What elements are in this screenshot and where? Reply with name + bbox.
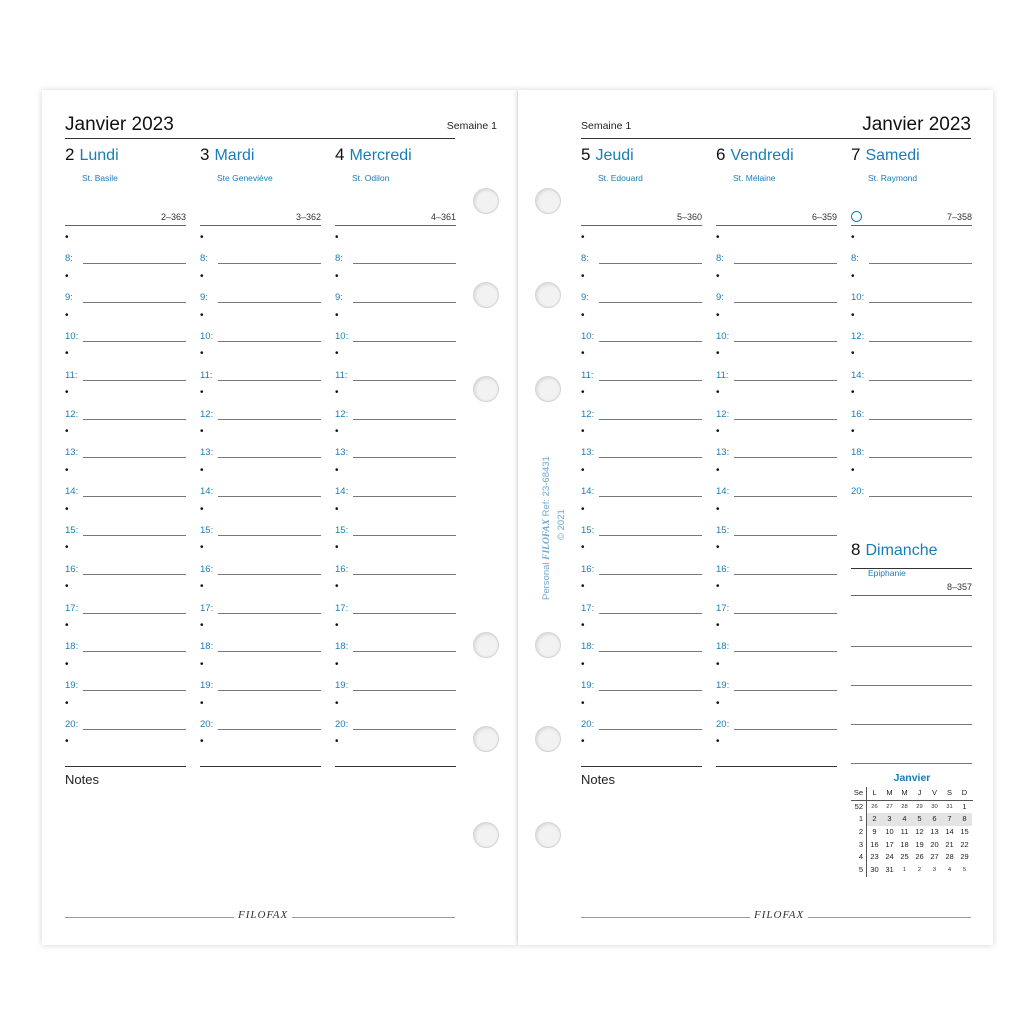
mini-calendar-day[interactable]: 21 (945, 839, 954, 849)
weekday-header: S (946, 788, 952, 797)
time-slot[interactable]: 18: (200, 640, 321, 654)
time-slot[interactable]: 15: (65, 524, 186, 538)
time-slot[interactable]: 14: (581, 485, 702, 499)
bullet-slot[interactable]: • (716, 736, 720, 748)
mini-calendar-day[interactable]: 11 (900, 827, 909, 837)
bullet-slot[interactable]: • (851, 387, 855, 399)
time-slot[interactable]: 12: (335, 408, 456, 422)
weekday-header: L (872, 788, 877, 797)
bullet-slot[interactable]: • (581, 581, 585, 593)
day-column-saturday (851, 145, 972, 498)
bullet-slot[interactable]: • (65, 232, 69, 243)
footer-logo: FILOFAX (750, 909, 808, 921)
day-bottom-rule (716, 766, 837, 767)
day-ordinal: 7–358 (946, 212, 972, 222)
binder-hole (535, 632, 561, 658)
mini-calendar-title: Janvier (893, 772, 931, 784)
ordinal-line (581, 225, 702, 226)
time-slot[interactable]: 17: (335, 602, 456, 616)
time-slot[interactable]: 14: (200, 485, 321, 499)
time-slot[interactable]: 8: (65, 252, 186, 266)
bullet-slot[interactable]: • (200, 309, 204, 321)
bullet-slot[interactable]: • (200, 348, 204, 360)
time-slot[interactable]: 16: (200, 563, 321, 577)
mini-calendar (851, 772, 973, 877)
time-slot[interactable]: 13: (65, 446, 186, 460)
time-slot[interactable]: 20: (335, 718, 456, 732)
week-header: Se (851, 787, 867, 800)
week-number: 1 (851, 813, 867, 826)
bullet-slot[interactable]: • (200, 232, 204, 243)
time-slot[interactable]: 19: (65, 679, 186, 693)
bullet-slot[interactable]: • (581, 658, 585, 670)
mini-calendar-day[interactable]: 30 (931, 803, 938, 810)
time-slot[interactable]: 17: (716, 602, 837, 616)
time-slot[interactable]: 15: (716, 524, 837, 538)
bullet-slot[interactable]: • (581, 736, 585, 748)
right-page (518, 90, 993, 945)
bullet-slot[interactable]: • (65, 270, 69, 282)
note-line[interactable] (851, 713, 972, 727)
bullet-slot[interactable]: • (581, 348, 585, 360)
time-slot[interactable]: 9: (65, 291, 186, 305)
mini-calendar-day[interactable]: 19 (915, 839, 924, 849)
day-number: 6 (716, 145, 726, 164)
mini-calendar-day[interactable]: 8 (957, 813, 972, 826)
bullet-slot[interactable]: • (581, 542, 585, 554)
spine-size: Personal (541, 562, 552, 600)
day-number: 5 (581, 145, 591, 164)
mini-calendar-week (851, 851, 973, 864)
weekday-header: M (901, 788, 908, 797)
time-slot[interactable]: 11: (200, 369, 321, 383)
day-number: 2 (65, 145, 75, 164)
time-slot[interactable]: 9: (200, 291, 321, 305)
bullet-slot[interactable]: • (851, 348, 855, 360)
ordinal-line (851, 595, 972, 596)
bullet-slot[interactable]: • (581, 620, 585, 631)
mini-calendar-day[interactable]: 27 (886, 803, 893, 810)
binder-hole (535, 188, 561, 214)
binder-hole (473, 376, 499, 402)
day-column-friday (716, 145, 837, 748)
day-name: Jeudi (595, 147, 634, 164)
note-line[interactable] (851, 635, 972, 649)
time-slot[interactable]: 8: (200, 252, 321, 266)
bullet-slot[interactable]: • (65, 348, 69, 360)
bullet-slot[interactable]: • (200, 426, 204, 437)
time-slot[interactable]: 12: (851, 330, 972, 344)
time-slot[interactable]: 14: (716, 485, 837, 499)
day-bottom-rule (335, 766, 456, 767)
time-slot[interactable]: 18: (65, 640, 186, 654)
time-slot[interactable]: 11: (65, 369, 186, 383)
binder-hole (473, 822, 499, 848)
mini-calendar-day[interactable]: 4 (897, 813, 912, 826)
binder-hole (535, 282, 561, 308)
mini-calendar-day[interactable]: 31 (885, 865, 894, 875)
day-bottom-rule (581, 766, 702, 767)
saint-name: Epiphanie (868, 568, 906, 578)
day-number: 3 (200, 145, 210, 164)
time-slot[interactable]: 15: (581, 524, 702, 538)
mini-calendar-day[interactable]: 10 (885, 827, 894, 837)
binder-hole (473, 188, 499, 214)
bullet-slot[interactable]: • (200, 542, 204, 554)
mini-calendar-day[interactable]: 28 (945, 852, 954, 862)
mini-calendar-day[interactable]: 1 (902, 867, 907, 874)
saint-name: St. Basile (82, 173, 118, 183)
time-slot[interactable]: 17: (65, 602, 186, 616)
bullet-slot[interactable]: • (716, 503, 720, 515)
week-label: Semaine 1 (581, 120, 632, 132)
time-slot[interactable]: 20: (581, 718, 702, 732)
time-slot[interactable]: 13: (335, 446, 456, 460)
time-slot[interactable]: 13: (200, 446, 321, 460)
bullet-slot[interactable]: • (200, 736, 204, 748)
day-ordinal: 5–360 (676, 212, 702, 222)
time-slot[interactable]: 20: (200, 718, 321, 732)
notes-label: Notes (65, 772, 99, 787)
time-slot[interactable]: 11: (581, 369, 702, 383)
bullet-slot[interactable]: • (716, 426, 720, 437)
bullet-slot[interactable]: • (65, 542, 69, 554)
time-slot[interactable]: 19: (581, 679, 702, 693)
header-rule (581, 138, 971, 139)
mini-calendar-day[interactable]: 18 (900, 839, 909, 849)
note-line[interactable] (851, 674, 972, 688)
day-bottom-rule (200, 766, 321, 767)
day-number: 8 (851, 540, 861, 559)
bullet-slot[interactable]: • (716, 232, 720, 243)
bullet-slot[interactable]: • (200, 658, 204, 670)
time-slot[interactable]: 10: (200, 330, 321, 344)
time-slot[interactable]: 20: (65, 718, 186, 732)
mini-calendar-day[interactable]: 30 (870, 865, 879, 875)
new-moon-icon (851, 211, 862, 222)
bullet-slot[interactable]: • (335, 503, 339, 515)
time-slot[interactable]: 18: (581, 640, 702, 654)
bullet-slot[interactable]: • (851, 270, 855, 282)
mini-calendar-day[interactable]: 7 (942, 813, 957, 826)
day-number: 4 (335, 145, 345, 164)
mini-calendar-day[interactable]: 14 (945, 827, 954, 837)
bullet-slot[interactable]: • (716, 697, 720, 709)
spine-copyright: © 2021 (556, 509, 567, 540)
time-slot[interactable]: 14: (851, 369, 972, 383)
ordinal-line (335, 225, 456, 226)
time-slot[interactable]: 17: (200, 602, 321, 616)
weekday-header: M (886, 788, 893, 797)
saint-name: St. Raymond (868, 173, 918, 183)
binder-hole (473, 726, 499, 752)
footer-logo: FILOFAX (234, 909, 292, 921)
mini-calendar-day[interactable]: 26 (915, 852, 924, 862)
weekday-header: V (931, 788, 937, 797)
left-page (42, 90, 517, 945)
day-ordinal: 2–363 (160, 212, 186, 222)
time-slot[interactable]: 16: (65, 563, 186, 577)
time-slot[interactable]: 17: (581, 602, 702, 616)
bullet-slot[interactable]: • (716, 464, 720, 476)
day-column-tuesday (200, 145, 321, 748)
time-slot[interactable]: 11: (716, 369, 837, 383)
bullet-slot[interactable]: • (200, 387, 204, 399)
bullet-slot[interactable]: • (200, 620, 204, 631)
spine-ref: Ref: 23-68431 (541, 456, 552, 517)
time-slot[interactable]: 8: (716, 252, 837, 266)
bullet-slot[interactable]: • (335, 348, 339, 360)
bullet-slot[interactable]: • (65, 658, 69, 670)
mini-calendar-week (851, 864, 973, 877)
bullet-slot[interactable]: • (581, 697, 585, 709)
mini-calendar-day[interactable]: 5 (962, 867, 967, 874)
bullet-slot[interactable]: • (581, 464, 585, 476)
ordinal-line (716, 225, 837, 226)
bullet-slot[interactable]: • (65, 620, 69, 631)
time-slot[interactable]: 12: (200, 408, 321, 422)
day-name: Vendredi (730, 147, 794, 164)
week-number: 5 (851, 864, 867, 877)
mini-calendar-day[interactable]: 29 (960, 852, 969, 862)
week-number: 4 (851, 851, 867, 864)
mini-calendar-day[interactable]: 3 (882, 813, 897, 826)
mini-calendar-day[interactable]: 6 (927, 813, 942, 826)
bullet-slot[interactable]: • (851, 426, 855, 437)
ordinal-line (851, 225, 972, 226)
time-slot[interactable]: 12: (581, 408, 702, 422)
bullet-slot[interactable]: • (335, 426, 339, 437)
bullet-slot[interactable]: • (65, 387, 69, 399)
time-slot[interactable]: 9: (335, 291, 456, 305)
time-slot[interactable]: 18: (335, 640, 456, 654)
mini-calendar-day[interactable]: 2 (867, 813, 882, 826)
bullet-slot[interactable]: • (200, 503, 204, 515)
time-slot[interactable]: 12: (65, 408, 186, 422)
day-name: Samedi (865, 147, 920, 164)
day-ordinal: 3–362 (295, 212, 321, 222)
bullet-slot[interactable]: • (716, 542, 720, 554)
day-ordinal: 4–361 (430, 212, 456, 222)
time-slot[interactable]: 10: (581, 330, 702, 344)
mini-calendar-day[interactable]: 26 (871, 803, 878, 810)
ordinal-line (65, 225, 186, 226)
week-label: Semaine 1 (446, 120, 497, 132)
time-slot[interactable]: 13: (716, 446, 837, 460)
mini-calendar-day[interactable]: 20 (930, 839, 939, 849)
time-slot[interactable]: 8: (851, 252, 972, 266)
bullet-slot[interactable]: • (65, 697, 69, 709)
bullet-slot[interactable]: • (335, 620, 339, 631)
bullet-slot[interactable]: • (200, 270, 204, 282)
page-title: Janvier 2023 (862, 114, 971, 135)
time-slot[interactable]: 10: (716, 330, 837, 344)
mini-calendar-day[interactable]: 31 (946, 803, 953, 810)
bullet-slot[interactable]: • (335, 270, 339, 282)
bullet-slot[interactable]: • (335, 232, 339, 243)
bullet-slot[interactable]: • (200, 581, 204, 593)
notes-label: Notes (581, 772, 615, 787)
time-slot[interactable]: 16: (335, 563, 456, 577)
time-slot[interactable]: 12: (716, 408, 837, 422)
bullet-slot[interactable]: • (851, 309, 855, 321)
mini-calendar-week (851, 813, 973, 826)
saint-name: St. Odilon (352, 173, 390, 183)
saint-name: Ste Geneviève (217, 173, 273, 183)
day-name: Dimanche (865, 542, 938, 559)
time-slot[interactable]: 18: (716, 640, 837, 654)
bullet-slot[interactable]: • (581, 426, 585, 437)
bullet-slot[interactable]: • (335, 581, 339, 593)
bullet-slot[interactable]: • (335, 697, 339, 709)
day-column-sunday (851, 540, 972, 592)
weekday-header: D (961, 788, 968, 797)
binder-hole (473, 282, 499, 308)
time-slot[interactable]: 10: (335, 330, 456, 344)
binder-hole (473, 632, 499, 658)
mini-calendar-day[interactable]: 15 (960, 827, 969, 837)
bullet-slot[interactable]: • (581, 387, 585, 399)
bullet-slot[interactable]: • (65, 464, 69, 476)
day-column-monday (65, 145, 186, 748)
time-slot[interactable]: 8: (581, 252, 702, 266)
time-slot[interactable]: 20: (716, 718, 837, 732)
day-name: Mercredi (349, 147, 412, 164)
bullet-slot[interactable]: • (65, 736, 69, 748)
bullet-slot[interactable]: • (335, 309, 339, 321)
bullet-slot[interactable]: • (581, 232, 585, 243)
mini-calendar-day[interactable]: 9 (872, 827, 877, 837)
time-slot[interactable]: 14: (335, 485, 456, 499)
bullet-slot[interactable]: • (716, 387, 720, 399)
bullet-slot[interactable]: • (581, 270, 585, 282)
day-name: Mardi (214, 147, 255, 164)
bullet-slot[interactable]: • (65, 309, 69, 321)
bullet-slot[interactable]: • (200, 464, 204, 476)
time-slot[interactable]: 19: (716, 679, 837, 693)
bullet-slot[interactable]: • (716, 270, 720, 282)
note-line[interactable] (851, 752, 972, 766)
time-slot[interactable]: 15: (335, 524, 456, 538)
time-slot[interactable]: 10: (65, 330, 186, 344)
binder-hole (535, 822, 561, 848)
page-title: Janvier 2023 (65, 114, 174, 135)
time-slot[interactable]: 20: (851, 485, 972, 499)
bullet-slot[interactable]: • (716, 348, 720, 360)
bullet-slot[interactable]: • (716, 620, 720, 631)
mini-calendar-day[interactable]: 23 (870, 852, 879, 862)
time-slot[interactable]: 19: (200, 679, 321, 693)
binder-hole (535, 726, 561, 752)
day-column-thursday (581, 145, 702, 748)
bullet-slot[interactable]: • (335, 387, 339, 399)
mini-calendar-day[interactable]: 17 (885, 839, 894, 849)
bullet-slot[interactable]: • (335, 658, 339, 670)
bullet-slot[interactable]: • (716, 581, 720, 593)
bullet-slot[interactable]: • (851, 464, 855, 476)
saint-name: St. Edouard (598, 173, 643, 183)
day-ordinal: 8–357 (946, 582, 972, 592)
mini-calendar-day[interactable]: 28 (901, 803, 908, 810)
header-rule (65, 138, 455, 139)
time-slot[interactable]: 14: (65, 485, 186, 499)
bullet-slot[interactable]: • (581, 503, 585, 515)
mini-calendar-day[interactable]: 22 (960, 839, 969, 849)
mini-calendar-day[interactable]: 16 (870, 839, 879, 849)
day-bottom-rule (65, 766, 186, 767)
bullet-slot[interactable]: • (716, 658, 720, 670)
bullet-slot[interactable]: • (335, 542, 339, 554)
bullet-slot[interactable]: • (200, 697, 204, 709)
week-number: 52 (851, 801, 867, 814)
week-number: 2 (851, 826, 867, 839)
mini-calendar-day[interactable]: 27 (930, 852, 939, 862)
time-slot[interactable]: 9: (716, 291, 837, 305)
mini-calendar-day[interactable]: 25 (900, 852, 909, 862)
time-slot[interactable]: 8: (335, 252, 456, 266)
bullet-slot[interactable]: • (335, 736, 339, 748)
bullet-slot[interactable]: • (65, 581, 69, 593)
bullet-slot[interactable]: • (851, 232, 855, 243)
saint-name: St. Mélaine (733, 173, 776, 183)
time-slot[interactable]: 16: (716, 563, 837, 577)
time-slot[interactable]: 15: (200, 524, 321, 538)
mini-calendar-week (851, 801, 973, 814)
mini-calendar-day[interactable]: 3 (932, 867, 937, 874)
time-slot[interactable]: 16: (581, 563, 702, 577)
bullet-slot[interactable]: • (65, 503, 69, 515)
mini-calendar-header (851, 787, 973, 801)
bullet-slot[interactable]: • (581, 309, 585, 321)
time-slot[interactable]: 11: (335, 369, 456, 383)
time-slot[interactable]: 19: (335, 679, 456, 693)
day-name: Lundi (79, 147, 119, 164)
day-number: 7 (851, 145, 861, 164)
time-slot[interactable]: 16: (851, 408, 972, 422)
time-slot[interactable]: 13: (581, 446, 702, 460)
bullet-slot[interactable]: • (335, 464, 339, 476)
binder-hole (535, 376, 561, 402)
spine-brand: FILOFAX (542, 519, 552, 560)
mini-calendar-day[interactable]: 1 (962, 801, 967, 811)
week-number: 3 (851, 839, 867, 852)
mini-calendar-day[interactable]: 2 (917, 867, 922, 874)
weekday-header: J (917, 788, 922, 797)
mini-calendar-day[interactable]: 24 (885, 852, 894, 862)
mini-calendar-day[interactable]: 5 (912, 813, 927, 826)
day-column-wednesday (335, 145, 456, 748)
mini-calendar-day[interactable]: 13 (930, 827, 939, 837)
ordinal-line (200, 225, 321, 226)
time-slot[interactable]: 18: (851, 446, 972, 460)
mini-calendar-day[interactable]: 4 (947, 867, 952, 874)
mini-calendar-week (851, 826, 973, 839)
mini-calendar-day[interactable]: 29 (916, 803, 923, 810)
mini-calendar-day[interactable]: 12 (915, 827, 924, 837)
spine-reference (541, 456, 552, 600)
day-ordinal: 6–359 (811, 212, 837, 222)
time-slot[interactable]: 9: (581, 291, 702, 305)
bullet-slot[interactable]: • (65, 426, 69, 437)
bullet-slot[interactable]: • (716, 309, 720, 321)
time-slot[interactable]: 10: (851, 291, 972, 305)
mini-calendar-week (851, 839, 973, 852)
